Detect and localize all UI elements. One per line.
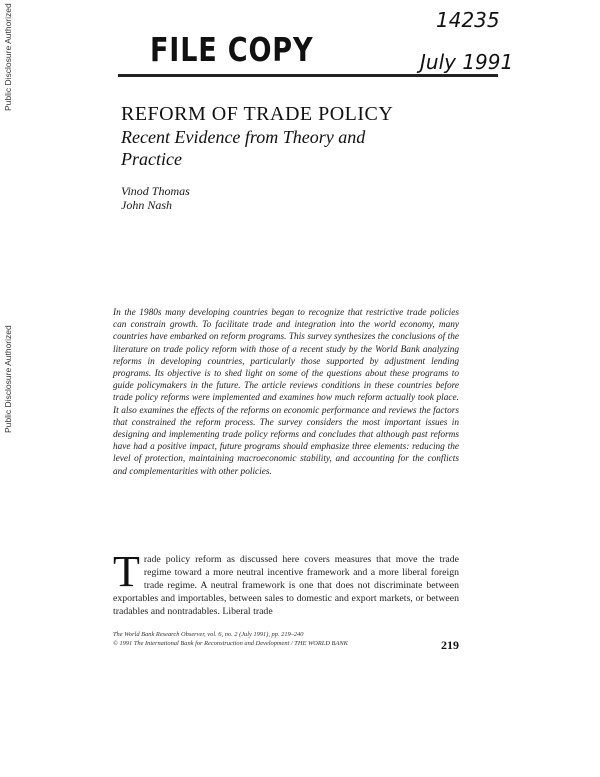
handwritten-date: July 1991: [420, 50, 514, 74]
article-subtitle: Recent Evidence from Theory and Practice: [121, 127, 366, 169]
body-text: rade policy reform as discussed here covers measures that move the trade regime toward a more neutral incentive framework and a more liberal foreign trade regime. A neutral framework is one that does not discriminate between exportables and importables, between sales to domestic and export markets, or between tradables and nontradables. Liberal trade: [113, 554, 459, 617]
stamp-underline: [118, 74, 498, 77]
copyright-line: © 1991 The International Bank for Reconstruction and Development / THE WORLD BANK: [113, 639, 348, 647]
article-title: REFORM OF TRADE POLICY: [121, 103, 394, 125]
handwritten-number: 14235: [436, 8, 500, 32]
citation-footer: [113, 631, 413, 648]
author: Vinod Thomas: [121, 184, 190, 198]
citation-line: The World Bank Research Observer, vol. 6, no. 2 (July 1991), pp. 219–240: [113, 631, 304, 638]
file-copy-stamp: FILE COPY: [150, 30, 314, 69]
abstract: In the 1980s many developing countries began to recognize that restrictive trade policies can constrain growth. To facilitate trade and integration into the world economy, many countries have embarked on reform programs. This survey synthesizes the conclusions of the literature on trade policy reform with those of a recent study by the World Bank analyzing reforms in developing countries, particularly those supported by adjustment lending programs. Its objective is to shed light on some of the questions about these programs to guide policymakers in the future. The article reviews conditions in these countries before trade policy reforms were implemented and examines how much reform actually took place. It also examines the effects of the reforms on economic performance and reviews the factors that constrained the reform process. The survey considers the most important issues in designing and implementing trade policy reforms and concludes that although past reforms have had a positive impact, future programs should emphasize three elements: reducing the level of protection, maintaining macroeconomic stability, and accounting for the conflicts and complementarities with other policies.: [113, 308, 459, 477]
page-number: 219: [441, 638, 459, 652]
authors: [121, 184, 190, 212]
body-paragraph: [113, 547, 459, 618]
drop-cap: T: [113, 547, 140, 596]
side-label-top: Public Disclosure Authorized: [3, 3, 13, 111]
author: John Nash: [121, 198, 172, 212]
side-label-middle: Public Disclosure Authorized: [3, 325, 13, 433]
